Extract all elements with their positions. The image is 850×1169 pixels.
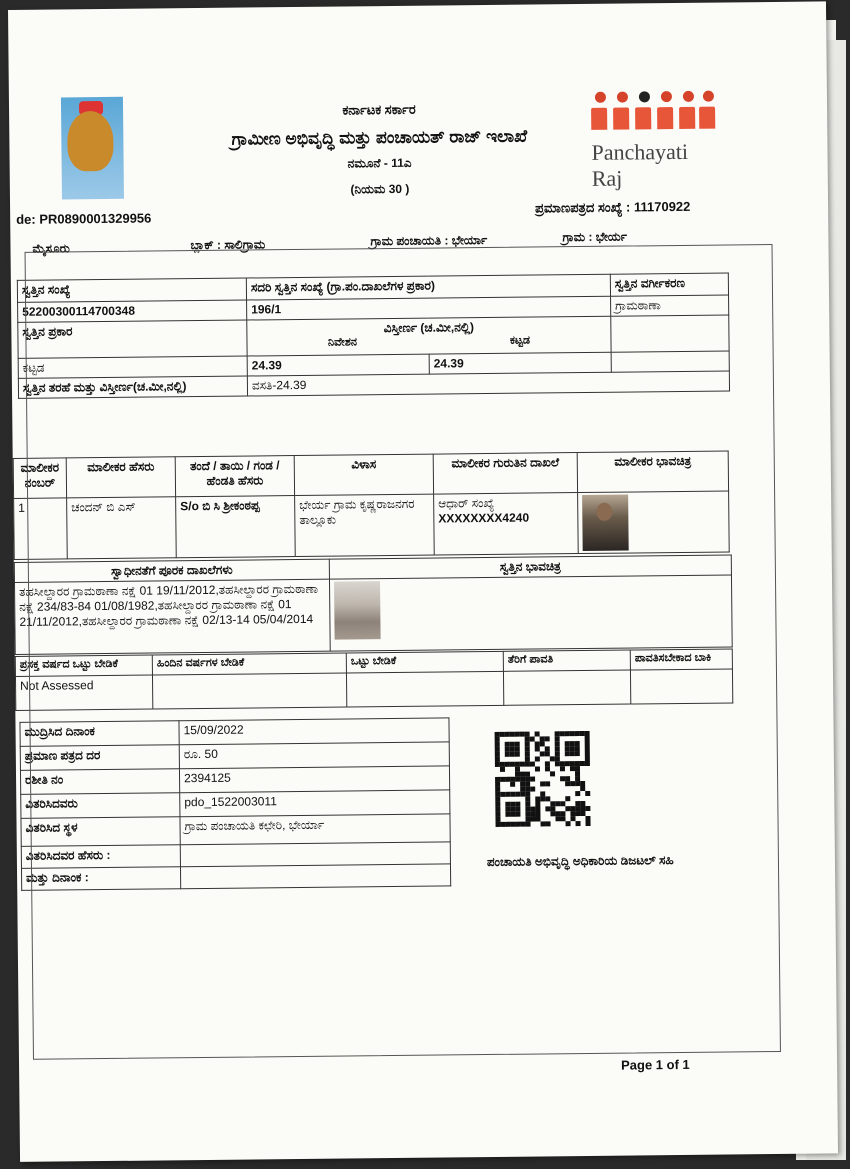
building-area-value: 24.39 [429, 352, 611, 374]
certificate-page [8, 1, 838, 1162]
printed-date-label: ಮುದ್ರಿಸಿದ ದಿನಾಂಕ [20, 721, 179, 747]
prop-type-header: ಸ್ವತ್ತಿನ ಪ್ರಕಾರ [18, 320, 247, 358]
rule-number: (ನಿಯಮ 30 ) [350, 181, 410, 197]
tax-status: Not Assessed [15, 675, 152, 710]
tax-header-previous: ಹಿಂದಿನ ವರ್ಷಗಳ ಬೇಡಿಕೆ [152, 653, 346, 675]
property-table [17, 272, 730, 398]
building-label: ಕಟ್ಟಡ [509, 334, 530, 347]
site-area-value: 24.39 [247, 354, 429, 376]
prop-survey-value: 196/1 [247, 296, 611, 320]
prop-class-value: ಗ್ರಾಮಠಾಣಾ [610, 295, 728, 316]
karnataka-emblem-icon [61, 97, 124, 200]
owner-table [13, 450, 730, 559]
issuer-date-label: ಮತ್ತು ದಿನಾಂಕ : [21, 867, 180, 891]
receipt-no-label: ರಶೀತಿ ನಂ [20, 769, 179, 795]
property-photo [334, 581, 381, 639]
owner-name: ಚಂದನ್ ಬಿ ಎಸ್ [67, 497, 177, 559]
id-number: XXXXXXXX4240 [438, 510, 530, 526]
parent-name: S/o ಬಿ ಸಿ ಶ್ರೀಕಂಠಪ್ಪ [176, 496, 296, 558]
village: ಗ್ರಾಮ : ಭೇರ್ಯ [562, 229, 628, 245]
logo-text: Panchayati Raj [591, 138, 689, 191]
prop-kind-label: ಸ್ವತ್ತಿನ ತರಹೆ ಮತ್ತು ವಿಸ್ತೀರ್ಣ(ಚ.ಮೀ,ನಲ್ಲಿ) [18, 376, 247, 398]
property-photo-cell [329, 575, 732, 651]
tax-table [15, 648, 734, 711]
area-header [247, 316, 611, 356]
parent-name-header: ತಂದೆ / ತಾಯಿ / ಗಂಡ / ಹೆಂಡತಿ ಹೆಸರು [175, 456, 294, 497]
owner-photo-cell [578, 491, 730, 554]
prop-no-header: ಸ್ವತ್ತಿನ ಸಂಖ್ಯೆ [17, 278, 246, 302]
district: ಮೈಸೂರು [32, 241, 70, 256]
cert-fee-label: ಪ್ರಮಾಣ ಪತ್ರದ ದರ [20, 745, 179, 771]
documents-table [14, 554, 733, 655]
building-row-label: ಕಟ್ಟಡ [18, 356, 247, 378]
owner-photo-header: ಮಾಲೀಕರ ಭಾವಚಿತ್ರ [577, 451, 728, 493]
panchayati-raj-logo-icon [587, 89, 724, 191]
site-label: ನಿವೇಶನ [327, 336, 358, 349]
cert-fee-value: ರೂ. 50 [179, 742, 449, 769]
prop-kind-value: ವಸತಿ-24.39 [247, 371, 729, 396]
digital-signature-label: ಪಂಚಾಯತಿ ಅಭಿವೃದ್ಧಿ ಅಧಿಕಾರಿಯ ಡಿಜಟಲ್ ಸಹಿ [486, 853, 674, 870]
owner-id-doc [434, 493, 579, 556]
taluk: ಬ್ಲಾಕ್ : ಸಾಲಿಗ್ರಾಮ [190, 237, 266, 253]
id-type: ಆಧಾರ್ ಸಂಖ್ಯೆ [438, 495, 495, 511]
issued-place-label: ವಿತರಿಸಿದ ಸ್ಥಳ [21, 817, 180, 847]
issuer-name-label: ವಿತರಿಸಿದವರ ಹೆಸರು : [21, 845, 180, 869]
prop-class-header: ಸ್ವತ್ತಿನ ವರ್ಗೀಕರಣ [610, 273, 728, 296]
issued-by-label: ವಿತರಿಸಿದವರು [21, 793, 180, 819]
page-number: Page 1 of 1 [621, 1056, 690, 1073]
qr-code-icon [495, 731, 591, 827]
owner-photo [582, 495, 629, 551]
owner-name-header: ಮಾಲೀಕರ ಹೆಸರು [66, 457, 175, 498]
print-details-table [19, 717, 451, 890]
form-number: ನಮೂನೆ - 11ಎ [347, 155, 412, 171]
property-code: de: PR0890001329956 [16, 210, 152, 227]
department-title: ಗ್ರಾಮೀಣ ಅಭಿವೃದ್ಧಿ ಮತ್ತು ಪಂಚಾಯತ್ ರಾಜ್ ಇಲಾಖೆ [231, 126, 528, 149]
tax-header-paid: ತೆರಿಗೆ ಪಾವತಿ [503, 650, 630, 671]
gram-panchayat: ಗ್ರಾಮ ಪಂಚಾಯತಿ : ಭೇರ್ಯಾ [370, 232, 488, 249]
address-header: ವಿಳಾಸ [294, 454, 433, 495]
property-photo-header: ಸ್ವತ್ತಿನ ಭಾವಚಿತ್ರ [329, 555, 731, 579]
id-doc-header: ಮಾಲೀಕರ ಗುರುತಿನ ದಾಖಲೆ [433, 453, 577, 495]
certificate-number: ಪ್ರಮಾಣಪತ್ರದ ಸಂಖ್ಯೆ : 11170922 [535, 198, 691, 216]
tax-header-balance: ಪಾವತಿಸಬೇಕಾದ ಬಾಕಿ [630, 649, 732, 670]
owner-address: ಭೇರ್ಯ ಗ್ರಾಮ ಕೃಷ್ಣರಾಜನಗರ ತಾಲ್ಲೂಕು [295, 494, 435, 556]
issued-by-value: pdo_1522003011 [180, 790, 450, 817]
owner-no: 1 [14, 498, 68, 560]
state-title: ಕರ್ನಾಟಕ ಸರ್ಕಾರ [342, 101, 416, 118]
printed-date-value: 15/09/2022 [179, 718, 449, 745]
ownership-docs-header: ಸ್ವಾಧೀನತೆಗೆ ಪೂರಕ ದಾಖಲೆಗಳು [14, 559, 329, 582]
prop-no-value: 52200300114700348 [18, 300, 247, 322]
tax-header-demand: ಒಟ್ಟು ಬೇಡಿಕೆ [346, 651, 503, 673]
area-header-label: ವಿಸ್ತೀರ್ಣ (ಚ.ಮೀ,ನಲ್ಲಿ) [383, 320, 474, 336]
empty-cell-2 [611, 351, 729, 372]
issued-place-value: ಗ್ರಾಮ ಪಂಚಾಯತಿ ಕಛೇರಿ, ಭೇರ್ಯಾ [180, 814, 450, 845]
empty-cell [611, 315, 729, 352]
tax-header-current: ಪ್ರಸಕ್ತ ವರ್ಷದ ಒಟ್ಟು ಬೇಡಿಕೆ [15, 655, 152, 676]
prop-survey-header: ಸದರಿ ಸ್ವತ್ತಿನ ಸಂಖ್ಯೆ (ಗ್ರಾ.ಪಂ.ದಾಖಲೆಗಳ ಪ್ರಕಾರ) [246, 274, 610, 300]
owner-no-header: ಮಾಲೀಕರ ನಂಬರ್ [13, 458, 66, 499]
ownership-docs-text: ತಹಸೀಲ್ದಾರರ ಗ್ರಾಮಠಾಣಾ ನಕ್ಷೆ 01 19/11/2012,ತಹಸೀಲ್ದಾರರ ಗ್ರಾಮಠಾಣಾ ನಕ್ಷೆ 234/83-84 01/08/1982,ತಹಸೀಲ್ದಾರರ ಗ್ರಾಮಠಾಣಾ ನಕ್ಷೆ 01 21/11/2012,ತಹಸೀಲ್ದಾರರ ಗ್ರಾಮಠಾಣಾ ನಕ್ಷೆ 02/13-14 05/04/2014 [14, 579, 330, 654]
receipt-no-value: 2394125 [179, 766, 449, 793]
